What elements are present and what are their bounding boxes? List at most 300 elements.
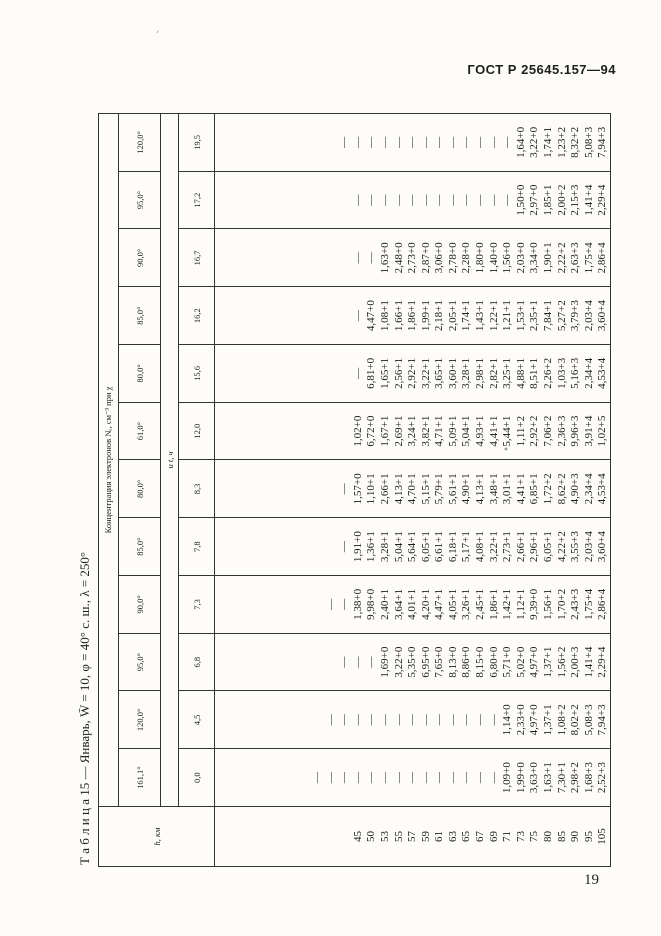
concentration-value: 1,65+1 <box>378 357 391 389</box>
concentration-value: 1,74+1 <box>542 126 555 158</box>
concentration-value: 6,05+1 <box>542 531 555 563</box>
time-header: 16,7 <box>179 229 215 287</box>
concentration-value: 1,99+1 <box>419 300 432 332</box>
concentration-value: 2,92+1 <box>406 357 419 389</box>
concentration-value: 7,65+0 <box>433 646 446 678</box>
concentration-value: — <box>433 136 446 148</box>
concentration-value: 2,78+0 <box>446 242 459 274</box>
concentration-value: — <box>365 656 378 668</box>
table-caption: Т а б л и ц а 15 — Январь, W̄ = 10, φ = 40° с. ш., λ = 250° <box>77 551 92 865</box>
concentration-value: — <box>365 714 378 726</box>
concentration-value: 5,04+1 <box>392 531 405 563</box>
concentration-value: 3,28+1 <box>378 531 391 563</box>
concentration-value: 3,28+1 <box>460 357 473 389</box>
concentration-value: — <box>324 772 337 784</box>
concentration-column-cell <box>215 114 611 172</box>
concentration-value: 1,43+1 <box>474 300 487 332</box>
concentration-value: 1,42+1 <box>501 588 514 620</box>
concentration-value: 1,08+2 <box>555 704 568 736</box>
time-header: 17,2 <box>179 171 215 229</box>
concentration-value: — <box>446 194 459 206</box>
height-value: 73 <box>514 831 527 842</box>
concentration-value: 2,03+4 <box>582 531 595 563</box>
concentration-value: 6,80+0 <box>487 646 500 678</box>
concentration-value: — <box>392 194 405 206</box>
concentration-value: — <box>474 194 487 206</box>
height-value: 53 <box>378 831 391 842</box>
concentration-value: — <box>392 714 405 726</box>
concentration-value: — <box>365 136 378 148</box>
concentration-column-cell <box>215 402 611 460</box>
time-header: 12,0 <box>179 402 215 460</box>
scan-mark: ’ <box>156 30 160 41</box>
concentration-value: — <box>351 136 364 148</box>
concentration-value: 3,64+1 <box>392 588 405 620</box>
concentration-value: 5,09+1 <box>446 415 459 447</box>
concentration-value: 2,98+1 <box>474 357 487 389</box>
concentration-value: 8,51+1 <box>528 357 541 389</box>
concentration-value: — <box>338 483 351 495</box>
concentration-column-cell <box>215 287 611 345</box>
concentration-value: — <box>501 194 514 206</box>
concentration-value: 2,73+0 <box>406 242 419 274</box>
height-value: 71 <box>501 831 514 842</box>
concentration-value: 7,06+2 <box>542 415 555 447</box>
page-number: 19 <box>584 872 599 888</box>
concentration-value: 1,53+1 <box>514 300 527 332</box>
concentration-column-cell <box>215 633 611 691</box>
height-value: 55 <box>392 831 405 842</box>
concentration-value: 6,85+1 <box>528 473 541 505</box>
concentration-value: 3,34+0 <box>528 242 541 274</box>
concentration-value: — <box>474 714 487 726</box>
concentration-value: — <box>487 714 500 726</box>
concentration-value: 2,29+4 <box>596 184 609 216</box>
concentration-value: 4,01+1 <box>406 588 419 620</box>
chi-header: 85,0° <box>119 518 161 576</box>
concentration-value: 5,44+1 <box>501 415 514 447</box>
concentration-value: — <box>351 714 364 726</box>
concentration-value: 4,97+0 <box>528 646 541 678</box>
concentration-value: 5,08+3 <box>582 704 595 736</box>
concentration-value: 1,86+1 <box>406 300 419 332</box>
concentration-value: — <box>338 772 351 784</box>
chi-header: 80,0° <box>119 345 161 403</box>
concentration-value: 1,41+4 <box>582 646 595 678</box>
concentration-value: — <box>446 772 459 784</box>
concentration-value: 2,48+0 <box>392 242 405 274</box>
concentration-value: — <box>406 136 419 148</box>
concentration-value: 6,05+1 <box>419 531 432 563</box>
concentration-value: 1,72+2 <box>542 473 555 505</box>
concentration-value: 4,47+0 <box>365 300 378 332</box>
concentration-value: 5,79+1 <box>433 473 446 505</box>
concentration-value: 1,86+1 <box>487 588 500 620</box>
concentration-value: 5,16+3 <box>569 357 582 389</box>
concentration-value: — <box>378 136 391 148</box>
concentration-value: 2,26+2 <box>542 357 555 389</box>
concentration-group-header: Концентрация электронов Nₑ, см⁻³ при χ <box>99 114 119 807</box>
concentration-column-cell <box>215 229 611 287</box>
concentration-value: — <box>310 772 323 784</box>
concentration-value: 3,65+1 <box>433 357 446 389</box>
concentration-value: 1,14+0 <box>501 704 514 736</box>
time-header: 7,3 <box>179 576 215 634</box>
concentration-value: 1,85+1 <box>542 184 555 216</box>
concentration-value: 2,63+3 <box>569 242 582 274</box>
concentration-value: 1,37+1 <box>542 704 555 736</box>
concentration-value: 4,71+1 <box>433 415 446 447</box>
concentration-value: 1,56+0 <box>501 242 514 274</box>
concentration-value: — <box>460 772 473 784</box>
concentration-value: 2,43+3 <box>569 588 582 620</box>
concentration-value: 1,91+0 <box>351 531 364 563</box>
concentration-value: 1,11+2 <box>514 415 527 447</box>
concentration-value: 3,48+1 <box>487 473 500 505</box>
concentration-value: 2,86+4 <box>596 242 609 274</box>
height-value: 90 <box>569 831 582 842</box>
concentration-value: 2,34+4 <box>582 473 595 505</box>
concentration-value: 1,70+2 <box>555 588 568 620</box>
height-value: 95 <box>582 831 595 842</box>
concentration-value: 2,56+1 <box>392 357 405 389</box>
height-values-cell <box>215 807 611 867</box>
concentration-value: — <box>365 772 378 784</box>
concentration-value: — <box>487 194 500 206</box>
chi-header: 61,0° <box>119 402 161 460</box>
concentration-value: 3,60+4 <box>596 300 609 332</box>
concentration-value: 9,39+0 <box>528 588 541 620</box>
concentration-value: 4,22+2 <box>555 531 568 563</box>
concentration-value: 3,60+1 <box>446 357 459 389</box>
concentration-value: 1,66+1 <box>392 300 405 332</box>
height-column-header: h, км <box>99 807 215 867</box>
concentration-value: 4,05+1 <box>446 588 459 620</box>
concentration-value: 1,37+1 <box>542 646 555 678</box>
concentration-value: 2,66+1 <box>514 531 527 563</box>
concentration-value: 4,93+1 <box>474 415 487 447</box>
concentration-value: — <box>460 714 473 726</box>
concentration-value: 1,02+5 <box>596 415 609 447</box>
concentration-value: 6,18+1 <box>446 531 459 563</box>
height-value: 45 <box>351 831 364 842</box>
concentration-value: 6,72+0 <box>365 415 378 447</box>
concentration-value: — <box>433 714 446 726</box>
concentration-value: 4,08+1 <box>474 531 487 563</box>
concentration-value: 4,13+1 <box>474 473 487 505</box>
concentration-value: 3,82+1 <box>419 415 432 447</box>
concentration-value: 1,22+1 <box>487 300 500 332</box>
concentration-value: — <box>351 252 364 264</box>
concentration-value: 4,53+4 <box>596 357 609 389</box>
concentration-value: 4,20+1 <box>419 588 432 620</box>
concentration-value: 6,61+1 <box>433 531 446 563</box>
concentration-value: — <box>474 136 487 148</box>
concentration-value: 3,91+4 <box>582 415 595 447</box>
height-value: 63 <box>446 831 459 842</box>
concentration-value: 1,64+0 <box>514 126 527 158</box>
concentration-value: 1,63+0 <box>378 242 391 274</box>
time-header: 7,8 <box>179 518 215 576</box>
concentration-value: 2,05+1 <box>446 300 459 332</box>
concentration-value: 2,33+0 <box>514 704 527 736</box>
concentration-value: 3,55+3 <box>569 531 582 563</box>
concentration-value: — <box>406 194 419 206</box>
concentration-value: 2,52+3 <box>596 762 609 794</box>
concentration-value: 1,50+0 <box>514 184 527 216</box>
concentration-column-cell <box>215 518 611 576</box>
concentration-value: 2,18+1 <box>433 300 446 332</box>
concentration-value: 1,56+1 <box>542 588 555 620</box>
concentration-value: — <box>338 714 351 726</box>
concentration-value: 4,41+1 <box>514 473 527 505</box>
concentration-value: 3,63+0 <box>528 762 541 794</box>
concentration-value: 1,03+3 <box>555 357 568 389</box>
concentration-value: 4,88+1 <box>514 357 527 389</box>
concentration-value: 3,26+1 <box>460 588 473 620</box>
concentration-value: 5,15+1 <box>419 473 432 505</box>
concentration-value: 1,41+4 <box>582 184 595 216</box>
concentration-value: 5,35+0 <box>406 646 419 678</box>
concentration-value: 9,98+0 <box>365 588 378 620</box>
concentration-value: 2,98+2 <box>569 762 582 794</box>
concentration-value: — <box>392 136 405 148</box>
concentration-value: 2,69+1 <box>392 415 405 447</box>
concentration-value: 3,60+4 <box>596 531 609 563</box>
chi-header: 90,0° <box>119 229 161 287</box>
concentration-value: — <box>406 772 419 784</box>
concentration-value: 1,90+1 <box>542 242 555 274</box>
concentration-value: 1,68+3 <box>582 762 595 794</box>
concentration-value: 3,24+1 <box>406 415 419 447</box>
concentration-value: 2,34+4 <box>582 357 595 389</box>
concentration-value: — <box>392 772 405 784</box>
concentration-value: 2,15+3 <box>569 184 582 216</box>
concentration-value: 3,22+1 <box>487 531 500 563</box>
concentration-value: — <box>460 136 473 148</box>
concentration-value: 5,04+1 <box>460 415 473 447</box>
concentration-value: 1,63+1 <box>542 762 555 794</box>
concentration-value: 1,40+0 <box>487 242 500 274</box>
concentration-value: — <box>338 656 351 668</box>
concentration-value: — <box>351 656 364 668</box>
concentration-value: 2,35+1 <box>528 300 541 332</box>
concentration-value: 8,86+0 <box>460 646 473 678</box>
concentration-value: 2,87+0 <box>419 242 432 274</box>
concentration-column-cell <box>215 460 611 518</box>
concentration-value: — <box>433 194 446 206</box>
concentration-column-cell <box>215 576 611 634</box>
concentration-value: 5,71+0 <box>501 646 514 678</box>
concentration-value: — <box>351 310 364 322</box>
concentration-value: 8,32+2 <box>569 126 582 158</box>
concentration-value: — <box>460 194 473 206</box>
concentration-value: — <box>338 541 351 553</box>
height-value: 69 <box>487 831 500 842</box>
concentration-value: 5,64+1 <box>406 531 419 563</box>
height-value: 50 <box>365 831 378 842</box>
rotated-table-block <box>72 113 616 867</box>
concentration-value: — <box>351 194 364 206</box>
concentration-value: 1,69+0 <box>378 646 391 678</box>
concentration-value: 1,12+1 <box>514 588 527 620</box>
concentration-value: — <box>324 598 337 610</box>
concentration-value: 8,15+0 <box>474 646 487 678</box>
concentration-value: — <box>365 252 378 264</box>
time-header: 8,3 <box>179 460 215 518</box>
chi-header: 80,0° <box>119 460 161 518</box>
concentration-value: 4,70+1 <box>406 473 419 505</box>
concentration-value: 2,00+3 <box>569 646 582 678</box>
concentration-value: — <box>378 194 391 206</box>
concentration-column-cell <box>215 749 611 807</box>
concentration-value: 6,81+0 <box>365 357 378 389</box>
concentration-value: 5,17+1 <box>460 531 473 563</box>
concentration-value: 1,23+2 <box>555 126 568 158</box>
concentration-value: — <box>351 367 364 379</box>
concentration-value: 8,62+2 <box>555 473 568 505</box>
concentration-value: — <box>378 714 391 726</box>
height-value: 61 <box>433 831 446 842</box>
concentration-value: 2,96+1 <box>528 531 541 563</box>
concentration-column-cell <box>215 345 611 403</box>
concentration-value: 7,30+1 <box>555 762 568 794</box>
concentration-value: — <box>501 136 514 148</box>
chi-header: 120,0° <box>119 114 161 172</box>
concentration-value: 2,92+2 <box>528 415 541 447</box>
height-value: 65 <box>460 831 473 842</box>
concentration-value: 5,08+3 <box>582 126 595 158</box>
time-header: 6,8 <box>179 633 215 691</box>
concentration-value: 5,02+0 <box>514 646 527 678</box>
concentration-value: — <box>446 136 459 148</box>
concentration-value: 1,67+1 <box>378 415 391 447</box>
concentration-value: 4,53+4 <box>596 473 609 505</box>
concentration-value: — <box>338 136 351 148</box>
concentration-value: 1,08+1 <box>378 300 391 332</box>
concentration-value: 2,36+3 <box>555 415 568 447</box>
concentration-value: 3,25+1 <box>501 357 514 389</box>
concentration-column-cell <box>215 171 611 229</box>
concentration-value: 1,02+0 <box>351 415 364 447</box>
concentration-value: 3,06+0 <box>433 242 446 274</box>
concentration-value: 5,27+2 <box>555 300 568 332</box>
height-value: 67 <box>474 831 487 842</box>
concentration-value: — <box>378 772 391 784</box>
concentration-value: 2,22+2 <box>555 242 568 274</box>
height-value: 59 <box>419 831 432 842</box>
concentration-value: 1,80+0 <box>474 242 487 274</box>
concentration-value: 2,29+4 <box>596 646 609 678</box>
local-time-group-header: и t, ч <box>161 114 179 807</box>
concentration-value: 1,38+0 <box>351 588 364 620</box>
concentration-value: 1,75+4 <box>582 588 595 620</box>
concentration-value: — <box>419 136 432 148</box>
concentration-value: — <box>446 714 459 726</box>
concentration-value: 3,22+0 <box>528 126 541 158</box>
concentration-value: 2,28+0 <box>460 242 473 274</box>
concentration-value: 7,94+3 <box>596 126 609 158</box>
concentration-value: — <box>487 136 500 148</box>
concentration-value: 4,90+3 <box>569 473 582 505</box>
concentration-value: — <box>433 772 446 784</box>
concentration-value: 1,57+0 <box>351 473 364 505</box>
concentration-value: — <box>406 714 419 726</box>
concentration-value: — <box>419 194 432 206</box>
chi-header: 90,0° <box>119 576 161 634</box>
concentration-value: — <box>365 194 378 206</box>
concentration-value: 8,13+0 <box>446 646 459 678</box>
concentration-value: — <box>419 714 432 726</box>
concentration-value: 2,03+4 <box>582 300 595 332</box>
concentration-value: 3,22+0 <box>392 646 405 678</box>
concentration-value: — <box>338 598 351 610</box>
concentration-value: 4,13+1 <box>392 473 405 505</box>
scan-mark: • <box>503 445 509 456</box>
concentration-value: — <box>351 772 364 784</box>
concentration-value: 2,00+2 <box>555 184 568 216</box>
time-header: 15,6 <box>179 345 215 403</box>
concentration-value: 6,95+0 <box>419 646 432 678</box>
concentration-value: 5,61+1 <box>446 473 459 505</box>
concentration-value: 9,96+3 <box>569 415 582 447</box>
concentration-value: 4,41+1 <box>487 415 500 447</box>
concentration-value: 4,47+1 <box>433 588 446 620</box>
concentration-value: 7,94+3 <box>596 704 609 736</box>
concentration-value: 8,02+2 <box>569 704 582 736</box>
concentration-value: 4,97+0 <box>528 704 541 736</box>
concentration-value: 3,79+3 <box>569 300 582 332</box>
chi-header: 95,0° <box>119 171 161 229</box>
concentration-value: 7,84+1 <box>542 300 555 332</box>
height-value: 75 <box>528 831 541 842</box>
concentration-value: 1,56+2 <box>555 646 568 678</box>
chi-header: 161,1° <box>119 749 161 807</box>
electron-concentration-table <box>98 113 611 867</box>
time-header: 0,0 <box>179 749 215 807</box>
concentration-value: 2,40+1 <box>378 588 391 620</box>
concentration-value: 2,97+0 <box>528 184 541 216</box>
concentration-value: 3,01+1 <box>501 473 514 505</box>
concentration-value: — <box>324 714 337 726</box>
time-header: 16,2 <box>179 287 215 345</box>
time-header: 19,5 <box>179 114 215 172</box>
concentration-column-cell <box>215 691 611 749</box>
height-value: 105 <box>596 828 609 845</box>
height-value: 85 <box>555 831 568 842</box>
chi-header: 85,0° <box>119 287 161 345</box>
concentration-value: — <box>419 772 432 784</box>
concentration-value: 2,03+0 <box>514 242 527 274</box>
concentration-value: 2,82+1 <box>487 357 500 389</box>
time-header: 4,5 <box>179 691 215 749</box>
height-value: 80 <box>542 831 555 842</box>
concentration-value: 3,22+1 <box>419 357 432 389</box>
concentration-value: — <box>487 772 500 784</box>
concentration-value: 1,74+1 <box>460 300 473 332</box>
concentration-value: 1,10+1 <box>365 473 378 505</box>
chi-header: 120,0° <box>119 691 161 749</box>
document-header: ГОСТ Р 25645.157—94 <box>467 62 616 77</box>
concentration-value: 1,36+1 <box>365 531 378 563</box>
concentration-value: — <box>474 772 487 784</box>
concentration-value: 1,21+1 <box>501 300 514 332</box>
chi-header: 95,0° <box>119 633 161 691</box>
height-value: 57 <box>406 831 419 842</box>
concentration-value: 1,75+4 <box>582 242 595 274</box>
concentration-value: 2,73+1 <box>501 531 514 563</box>
concentration-value: 1,99+0 <box>514 762 527 794</box>
